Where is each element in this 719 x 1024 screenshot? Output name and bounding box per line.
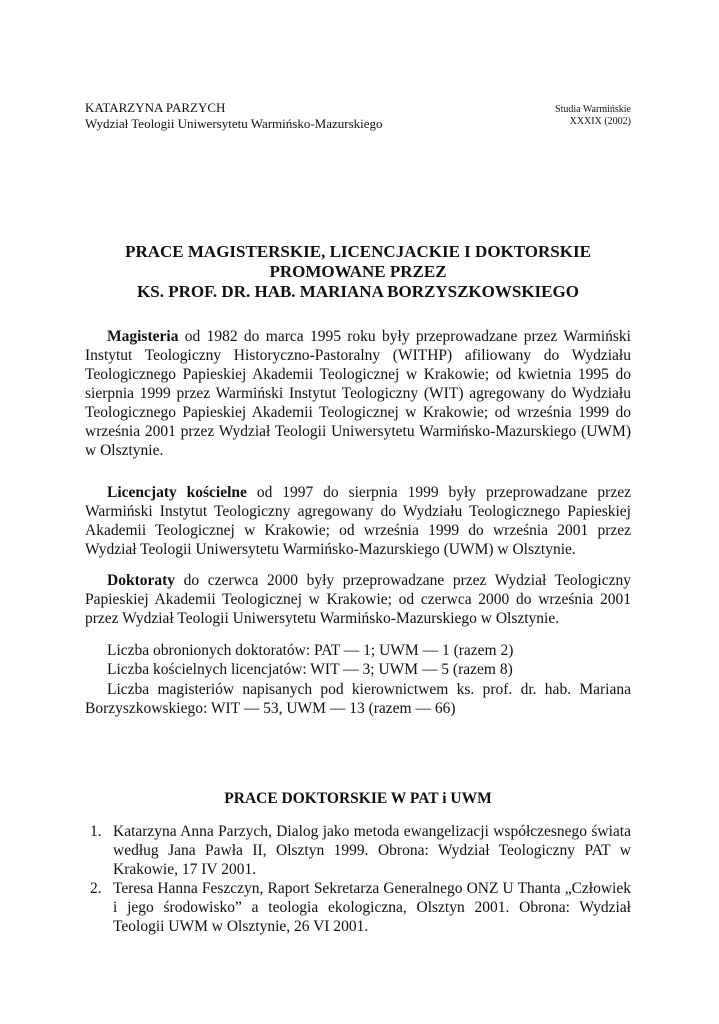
- list-item-number: 2.: [90, 880, 102, 897]
- section-title: PRACE DOKTORSKIE W PAT i UWM: [224, 790, 492, 807]
- term-doktoraty: Doktoraty: [107, 572, 176, 589]
- list-item: [85, 879, 631, 936]
- statistics-block: [85, 641, 631, 718]
- paragraph-doktoraty: [85, 571, 631, 628]
- text-magisteria: od 1982 do marca 1995 roku były przeprowadzane przez Warmiński Instytut Teologiczny Historyczno-Pastoralny (WITHP) afiliowany do Wydziału Teologicznego Papieskiej Akademii Teologicznej w Krakowie; od kwietnia 1995 do sierpnia 1999 przez Warmiński Instytut Teologiczny (WIT) agregowany do Wydziału Teologicznego Papieskiej Akademii Teologicznej w Krakowie; od września 1999 do września 2001 przez Wydział Teologii Uniwersytetu Warmińsko-Mazurskiego (UWM) w Olsztynie.: [85, 328, 631, 459]
- author-affiliation: Wydział Teologii Uniwersytetu Warmińsko-Mazurskiego: [85, 116, 383, 131]
- article-header-left: [85, 100, 383, 132]
- title-line-2: PROMOWANE PRZEZ: [269, 262, 447, 281]
- list-item: [85, 822, 631, 879]
- paragraph-magisteria: [85, 327, 631, 460]
- term-magisteria: Magisteria: [107, 328, 179, 345]
- stat-doctorates: Liczba obronionych doktoratów: PAT — 1; UWM — 1 (razem 2): [107, 642, 514, 659]
- paragraph-licencjaty: [85, 483, 631, 559]
- stat-masters: Liczba magisteriów napisanych pod kierownictwem ks. prof. dr. hab. Mariana Borzyszkowskiego: WIT — 53, UWM — 13 (razem — 66): [85, 680, 631, 717]
- journal-name: Studia Warmińskie: [555, 104, 631, 115]
- doctoral-theses-list: [85, 822, 631, 936]
- article-title: [85, 242, 631, 302]
- journal-info: [555, 104, 631, 128]
- list-item-text: Teresa Hanna Feszczyn, Raport Sekretarza Generalnego ONZ U Thanta „Człowiek i jego środowisko” a teologia ekologiczna, Olsztyn 2001. Obrona: Wydział Teologii UWM w Olsztynie, 26 VI 2001.: [113, 880, 631, 935]
- term-licencjaty: Licencjaty kościelne: [107, 484, 247, 501]
- journal-volume: XXXIX (2002): [569, 116, 631, 127]
- author-name: KATARZYNA PARZYCH: [85, 100, 226, 115]
- title-line-3: KS. PROF. DR. HAB. MARIANA BORZYSZKOWSKIEGO: [137, 282, 579, 301]
- stat-licentiates: Liczba kościelnych licencjatów: WIT — 3; UWM — 5 (razem 8): [107, 661, 513, 679]
- text-doktoraty: do czerwca 2000 były przeprowadzane przez Wydział Teologiczny Papieskiej Akademii Teologicznej w Krakowie; od czerwca 2000 do września 2001 przez Wydział Teologii Uniwersytetu Warmińsko-Mazurskiego w Olsztynie.: [85, 572, 631, 627]
- list-item-number: 1.: [90, 823, 102, 840]
- list-item-text: Katarzyna Anna Parzych, Dialog jako metoda ewangelizacji współczesnego świata według Jana Pawła II, Olsztyn 1999. Obrona: Wydział Teologiczny PAT w Krakowie, 17 IV 2001.: [113, 823, 631, 878]
- text-licencjaty: od 1997 do sierpnia 1999 były przeprowadzane przez Warmiński Instytut Teologiczny agregowany do Wydziału Teologicznego Papieskiej Akademii Teologicznej w Krakowie; od września 1999 do września 2001 przez Wydział Teologii Uniwersytetu Warmińsko-Mazurskiego (UWM) w Olsztynie.: [85, 484, 631, 558]
- title-line-1: PRACE MAGISTERSKIE, LICENCJACKIE I DOKTORSKIE: [125, 242, 591, 261]
